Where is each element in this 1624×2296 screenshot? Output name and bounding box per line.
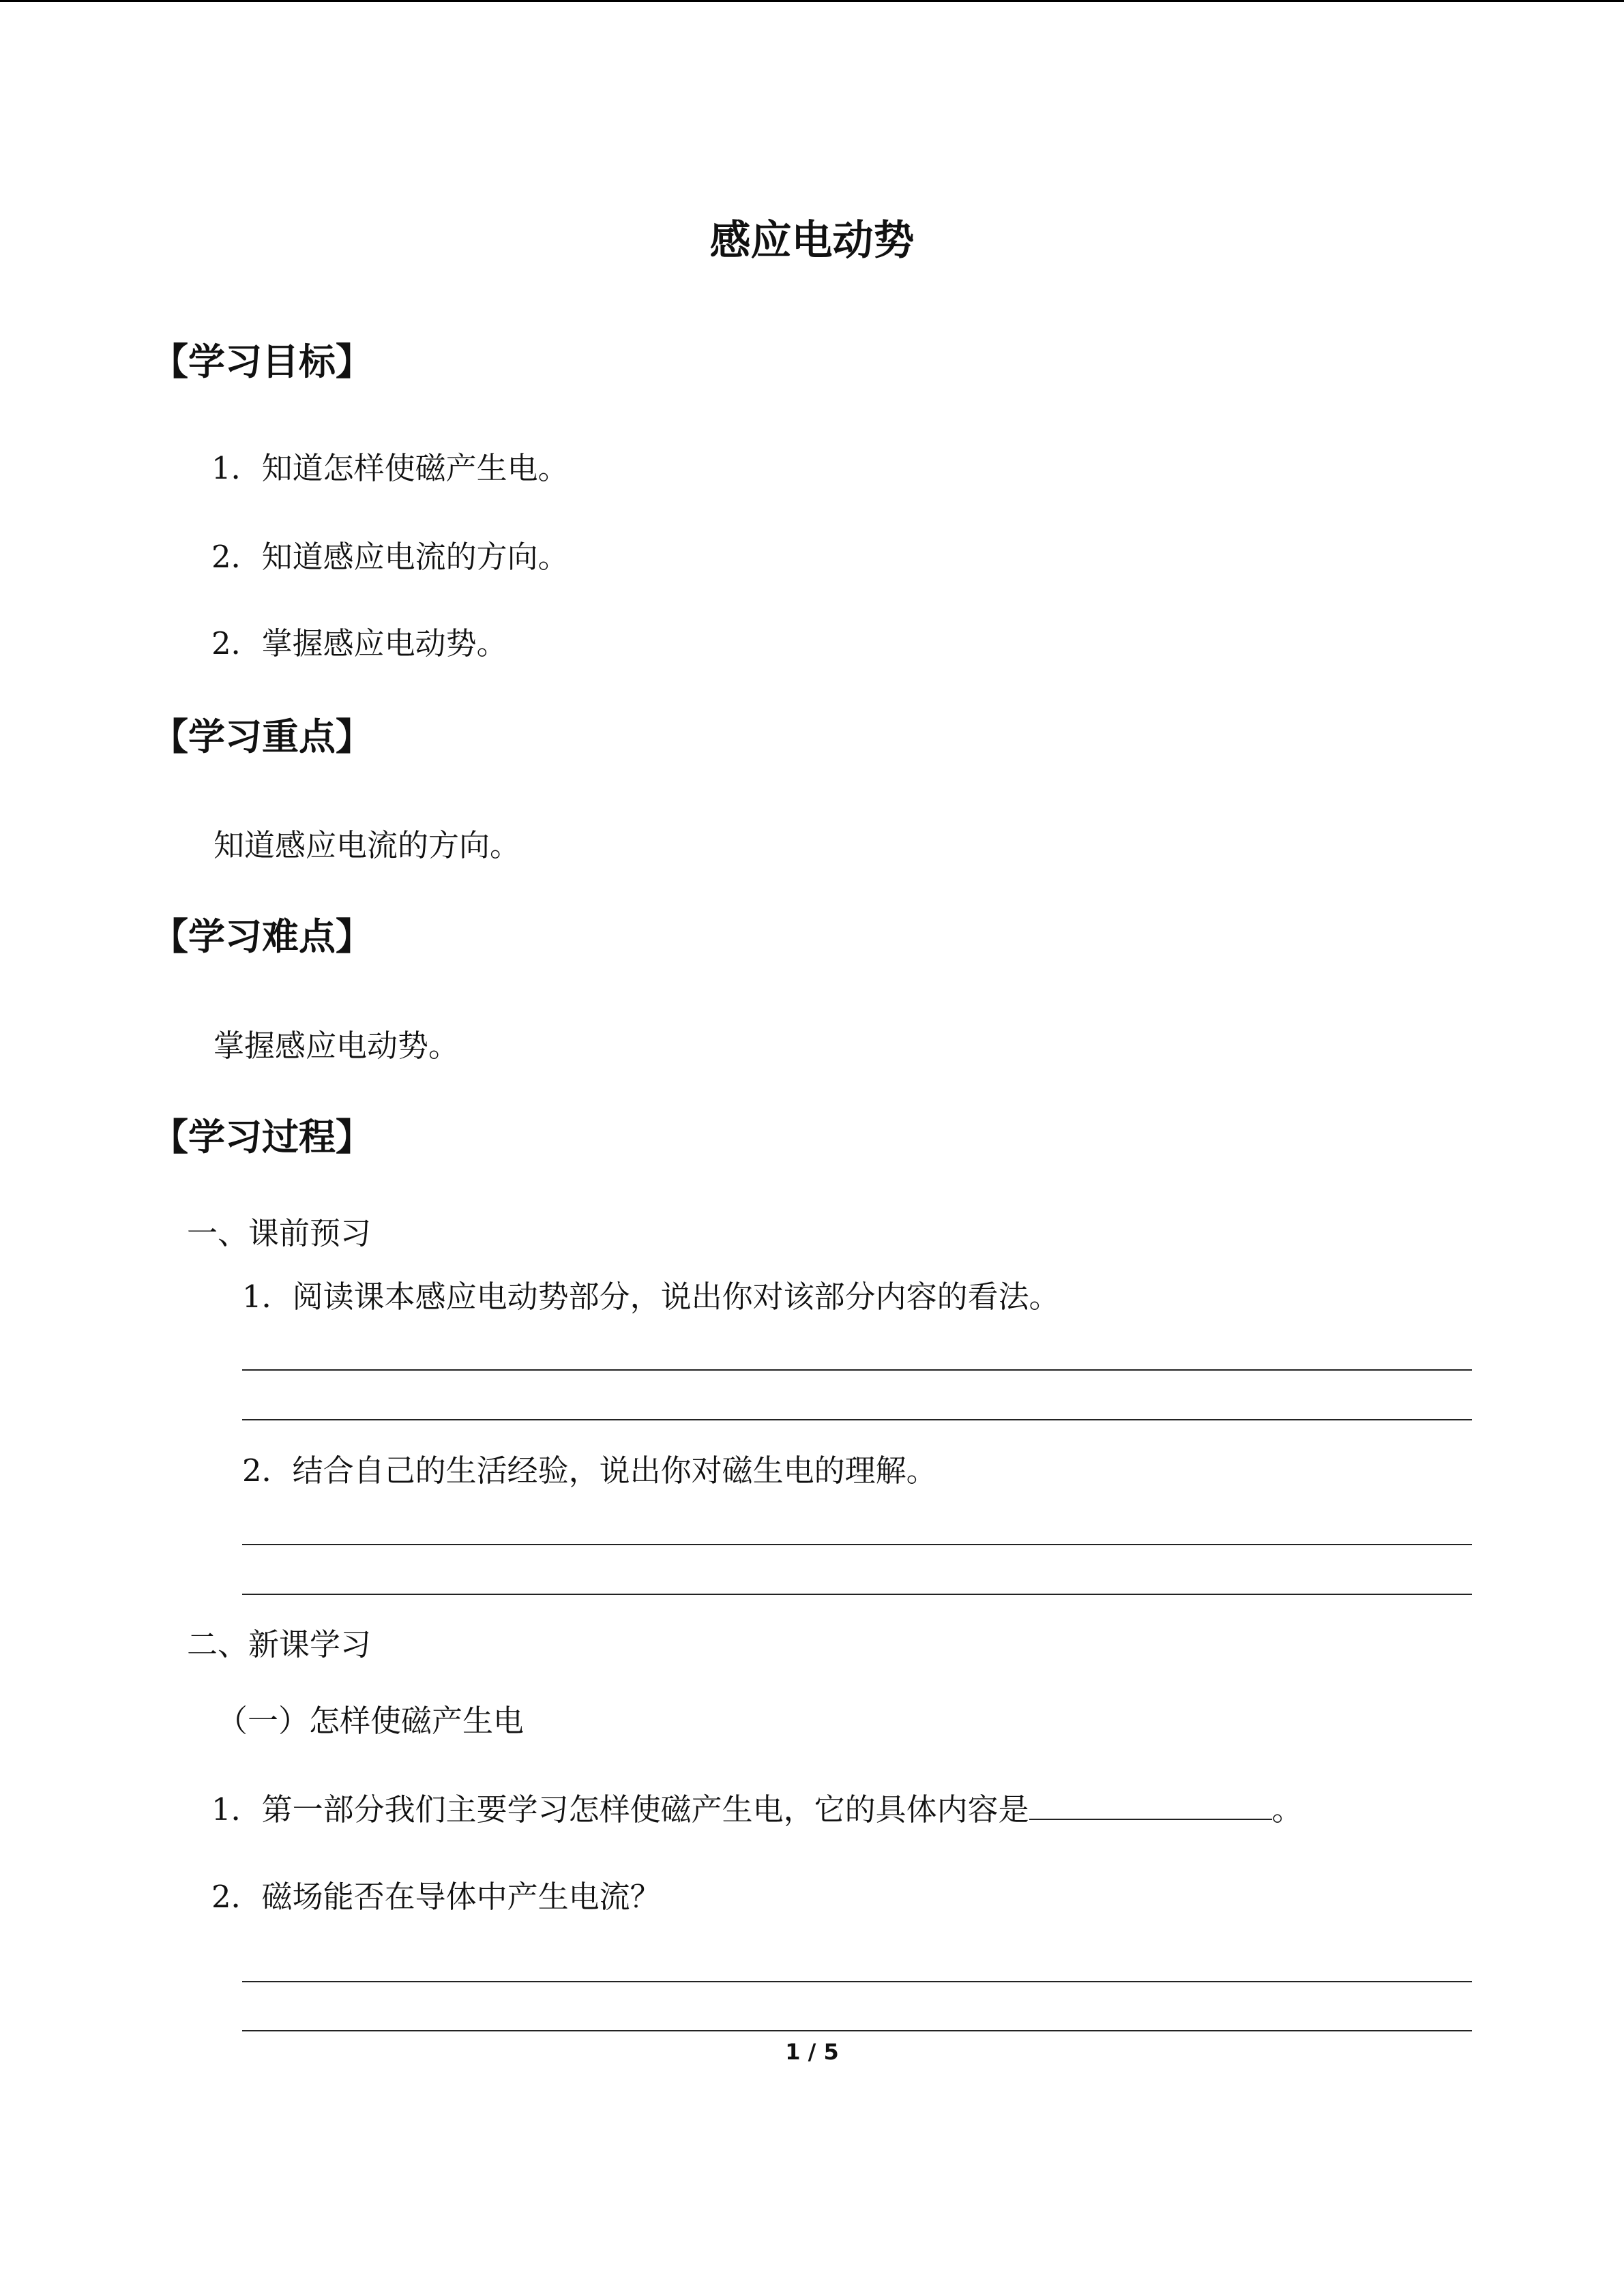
difficulty-heading: 【学习难点】 — [151, 915, 372, 958]
objective-item-1: 1．知道怎样使磁产生电。 — [211, 450, 569, 486]
lesson-question-2: 2．磁场能否在导体中产生电流？ — [211, 1879, 661, 1915]
preview-question-1: 1．阅读课本感应电动势部分，说出你对该部分内容的看法。 — [242, 1279, 1060, 1315]
answer-line — [242, 2030, 1472, 2031]
lesson-question-1 — [211, 1785, 1303, 1829]
difficulty-text: 掌握感应电动势。 — [213, 1028, 460, 1064]
process-heading: 【学习过程】 — [151, 1116, 372, 1159]
answer-line — [242, 1544, 1472, 1545]
document-title: 感应电动势 — [709, 217, 915, 265]
key-point-heading: 【学习重点】 — [151, 715, 372, 758]
page-number: 1 / 5 — [785, 2039, 839, 2065]
objectives-heading: 【学习目标】 — [151, 340, 372, 383]
lesson-question-1-suffix: 。 — [1271, 1791, 1303, 1828]
objective-item-2: 2．知道感应电流的方向。 — [211, 539, 569, 575]
new-lesson-section-title: 二、新课学习 — [187, 1626, 372, 1663]
answer-line — [242, 1419, 1472, 1420]
fill-in-blank[interactable] — [1029, 1791, 1272, 1820]
answer-line — [242, 1981, 1472, 1982]
key-point-text: 知道感应电流的方向。 — [213, 827, 521, 863]
preview-question-2: 2．结合自己的生活经验，说出你对磁生电的理解。 — [242, 1452, 937, 1489]
objective-item-3: 2．掌握感应电动势。 — [211, 625, 507, 661]
answer-line — [242, 1369, 1472, 1371]
lesson-question-1-text: 1．第一部分我们主要学习怎样使磁产生电，它的具体内容是 — [211, 1791, 1029, 1828]
answer-line — [242, 1594, 1472, 1595]
page-top-border — [0, 0, 1624, 2]
preview-section-title: 一、课前预习 — [187, 1215, 372, 1251]
subsection-title: （一）怎样使磁产生电 — [217, 1703, 525, 1739]
